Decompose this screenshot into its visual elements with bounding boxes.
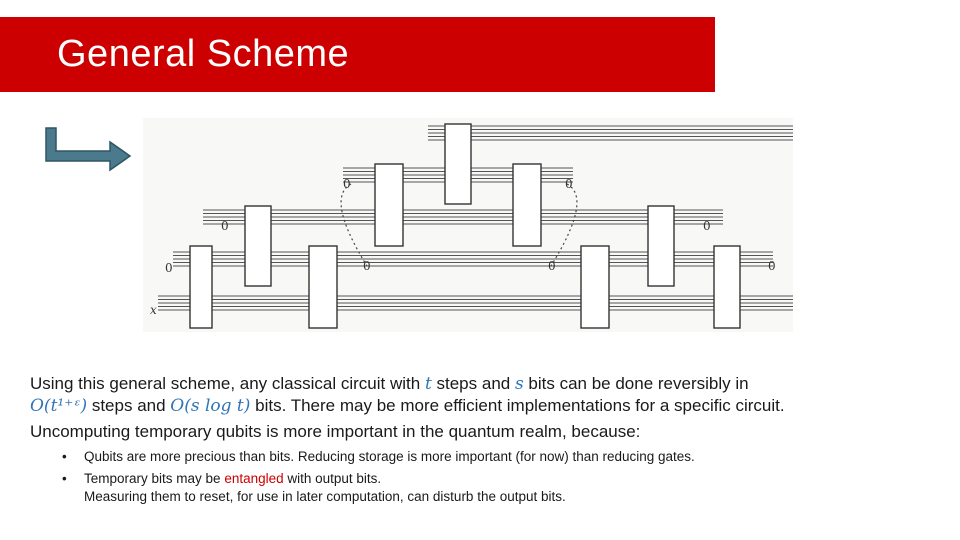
gate-box <box>445 124 471 204</box>
ancilla-zero-label: 0 <box>165 261 173 275</box>
gate-box <box>648 206 674 286</box>
sub-bullet-list <box>30 448 930 506</box>
bullet-uncomputing: Uncomputing temporary qubits is more important in the quantum realm, because: <box>30 422 641 441</box>
gate-box <box>513 164 541 246</box>
gate-box <box>375 164 403 246</box>
ancilla-zero-label: 0 <box>363 259 371 273</box>
bullet-list <box>30 373 930 510</box>
reversible-circuit-diagram <box>143 118 793 332</box>
entangled-highlight: entangled <box>224 471 284 486</box>
ancilla-zero-label: 0 <box>548 259 556 273</box>
ancilla-zero-label: 0 <box>565 177 573 191</box>
gate-box <box>581 246 609 328</box>
var-s: s <box>514 374 524 394</box>
bullet-complexity: Using this general scheme, any classical circuit with t steps and s bits can be done reversibly in O(t¹⁺ᵋ) steps and O(s log t) bits. There may be more efficient implementations for a specific circuit. <box>30 374 785 416</box>
ancilla-zero-label: 0 <box>343 177 351 191</box>
gate-box <box>245 206 271 286</box>
space-bound: O(s log t) <box>170 396 251 416</box>
slide-title: General Scheme <box>57 33 350 75</box>
var-t: t <box>424 374 432 394</box>
gate-box <box>714 246 740 328</box>
time-bound: O(t¹⁺ᵋ) <box>30 396 88 416</box>
input-x-label: x <box>150 303 157 317</box>
ancilla-zero-label: 0 <box>703 219 711 233</box>
sub-bullet-precious: • Qubits are more precious than bits. Reducing storage is more important (for now) than reducing gates. <box>60 448 930 466</box>
gate-box <box>190 246 212 328</box>
gate-box <box>309 246 337 328</box>
bent-arrow-icon <box>42 122 134 174</box>
ancilla-zero-label: 0 <box>221 219 229 233</box>
sub-bullet-entangled: • Temporary bits may be entangled with output bits. Measuring them to reset, for use in later computation, can disturb the output bits. <box>60 470 930 506</box>
ancilla-zero-label: 0 <box>768 259 776 273</box>
